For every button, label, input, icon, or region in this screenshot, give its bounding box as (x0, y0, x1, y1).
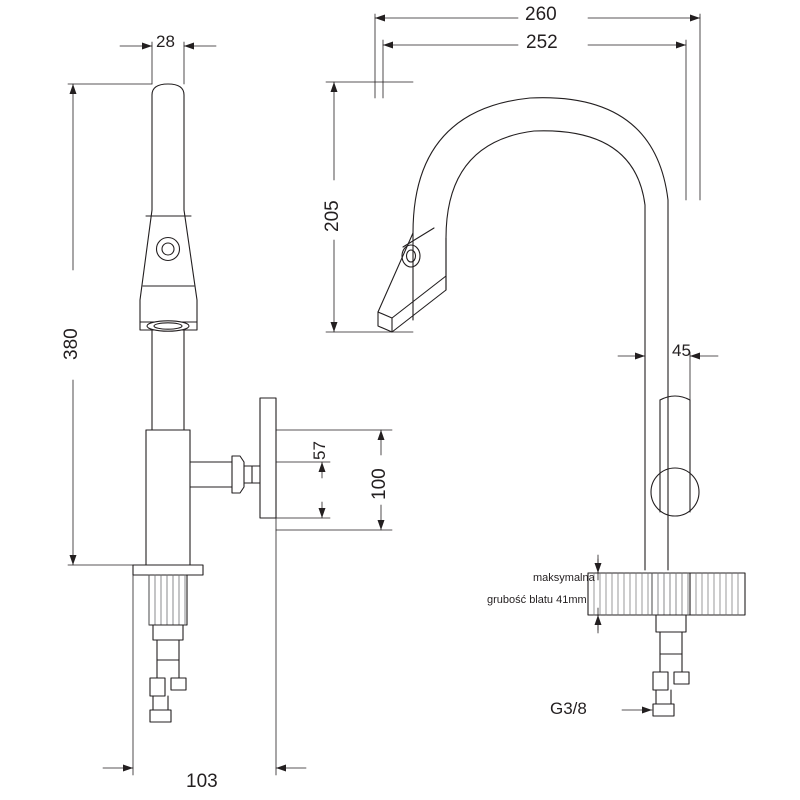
dimension-label-57: 57 (310, 441, 329, 460)
dimension-label-103: 103 (186, 771, 218, 792)
dimension-label-252: 252 (526, 32, 558, 53)
dimension-label-28: 28 (156, 32, 175, 51)
front-mounting-hardware (150, 625, 186, 722)
dimension-label-380: 380 (61, 328, 82, 360)
front-body-column (146, 430, 190, 565)
dimension-label-260: 260 (525, 4, 557, 25)
side-spout-head (378, 228, 446, 332)
front-handle-lever (190, 398, 276, 518)
front-base-flange (133, 565, 203, 575)
side-handle-lever (651, 396, 699, 516)
side-mounting-hardware (653, 615, 689, 716)
note-max-counter-line1: maksymalna (533, 572, 595, 584)
dimension-label-100: 100 (369, 468, 390, 500)
side-gooseneck (413, 98, 668, 430)
front-neck (152, 330, 184, 430)
note-max-counter-line2: grubość blatu 41mm (487, 594, 587, 606)
front-dimension-lines (68, 42, 392, 775)
dimension-label-205: 205 (322, 200, 343, 232)
dimension-label-g38: G3/8 (550, 699, 587, 718)
side-body-column (645, 430, 668, 570)
front-spout-head (140, 84, 197, 331)
dimension-label-45: 45 (672, 341, 691, 360)
front-dimension-arrows (70, 43, 385, 772)
